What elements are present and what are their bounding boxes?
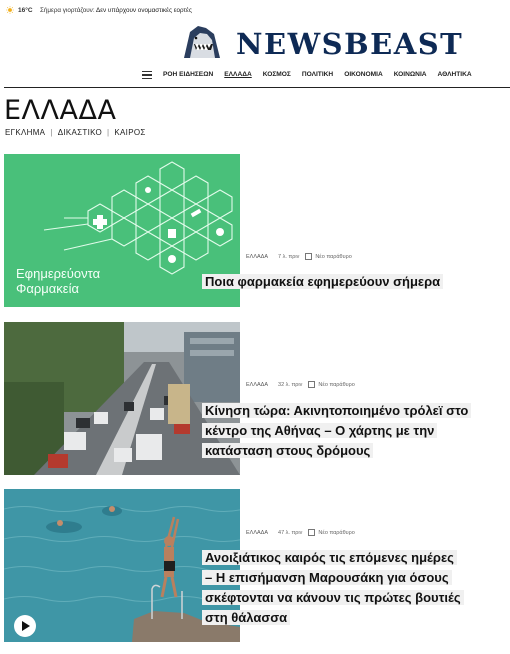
nav-divider — [4, 87, 510, 88]
nav-item-athlitika[interactable]: ΑΘΛΗΤΙΚΑ — [437, 71, 472, 78]
temperature: 16°C — [18, 7, 33, 14]
nameday-prefix: Σήμερα γιορτάζουν: — [40, 7, 95, 14]
nav-item-roi-eidiseon[interactable]: ΡΟΗ ΕΙΔΗΣΕΩΝ — [163, 71, 214, 78]
subcategory-egklima[interactable]: ΕΓΚΛΗΜΑ — [5, 128, 46, 137]
article-time: 7 λ. πριν — [278, 253, 300, 260]
new-window-label[interactable]: Νέο παράθυρο — [318, 529, 355, 536]
headline-line[interactable]: σκέφτονται να κάνουν τις πρώτες βουτιές — [202, 590, 464, 605]
logo-wordmark: NEWSBEAST — [236, 27, 464, 61]
article-time: 47 λ. πριν — [278, 529, 303, 536]
article-headline[interactable] — [202, 401, 471, 461]
article-category[interactable]: ΕΛΛΑΔΑ — [246, 381, 269, 388]
nav-item-politiki[interactable]: ΠΟΛΙΤΙΚΗ — [301, 71, 334, 78]
nav-item-oikonomia[interactable]: ΟΙΚΟΝΟΜΙΑ — [344, 71, 383, 78]
play-video-icon[interactable] — [14, 615, 36, 637]
top-bar — [0, 0, 510, 22]
article-headline[interactable] — [202, 548, 464, 628]
main-nav — [0, 68, 510, 84]
headline-line[interactable]: κέντρο της Αθήνας – Ο χάρτης με την — [202, 423, 437, 438]
nameday-value: Δεν υπάρχουν ονομαστικές εορτές — [96, 7, 192, 14]
article-category[interactable]: ΕΛΛΑΔΑ — [246, 529, 269, 536]
subcategory-kairos[interactable]: ΚΑΙΡΟΣ — [114, 128, 146, 137]
headline-line[interactable]: κατάσταση στους δρόμους — [202, 443, 373, 458]
subcategory-dikastiko[interactable]: ΔΙΚΑΣΤΙΚΟ — [57, 128, 103, 137]
new-window-label[interactable]: Νέο παράθυρο — [315, 253, 352, 260]
nav-item-kosmos[interactable]: ΚΟΣΜΟΣ — [262, 71, 291, 78]
headline-line[interactable]: Ανοιξιάτικος καιρός τις επόμενες ημέρες — [202, 550, 457, 565]
site-logo[interactable] — [180, 24, 480, 64]
nameday-text — [40, 7, 192, 14]
article-meta — [246, 529, 355, 536]
new-window-icon[interactable] — [305, 253, 312, 260]
nav-item-ellada[interactable]: ΕΛΛΑΔΑ — [224, 71, 252, 78]
article-meta — [246, 381, 355, 388]
article-category[interactable]: ΕΛΛΑΔΑ — [246, 253, 269, 260]
shark-logo-icon — [180, 24, 224, 60]
headline-text[interactable]: Ποια φαρμακεία εφημερεύουν σήμερα — [202, 274, 443, 289]
weather-sun-icon — [6, 6, 14, 14]
image-caption-line2: Φαρμακεία — [16, 281, 79, 296]
article-headline[interactable] — [202, 272, 443, 292]
image-caption-line1: Εφημερεύοντα — [16, 266, 101, 281]
menu-hamburger-icon[interactable] — [142, 71, 152, 79]
new-window-icon[interactable] — [308, 529, 315, 536]
article-time: 32 λ. πριν — [278, 381, 303, 388]
headline-line[interactable]: στη θάλασσα — [202, 610, 290, 625]
headline-line[interactable]: – Η επισήμανση Μαρουσάκη για όσους — [202, 570, 452, 585]
new-window-label[interactable]: Νέο παράθυρο — [318, 381, 355, 388]
headline-line[interactable]: Κίνηση τώρα: Ακινητοποιημένο τρόλεϊ στο — [202, 403, 471, 418]
nav-item-koinonia[interactable]: ΚΟΙΝΩΝΙΑ — [393, 71, 427, 78]
subcategory-links: ΕΓΚΛΗΜΑ | ΔΙΚΑΣΤΙΚΟ | ΚΑΙΡΟΣ — [5, 128, 146, 137]
section-title: ΕΛΛΑΔΑ — [4, 95, 117, 126]
article-meta — [246, 253, 352, 260]
new-window-icon[interactable] — [308, 381, 315, 388]
